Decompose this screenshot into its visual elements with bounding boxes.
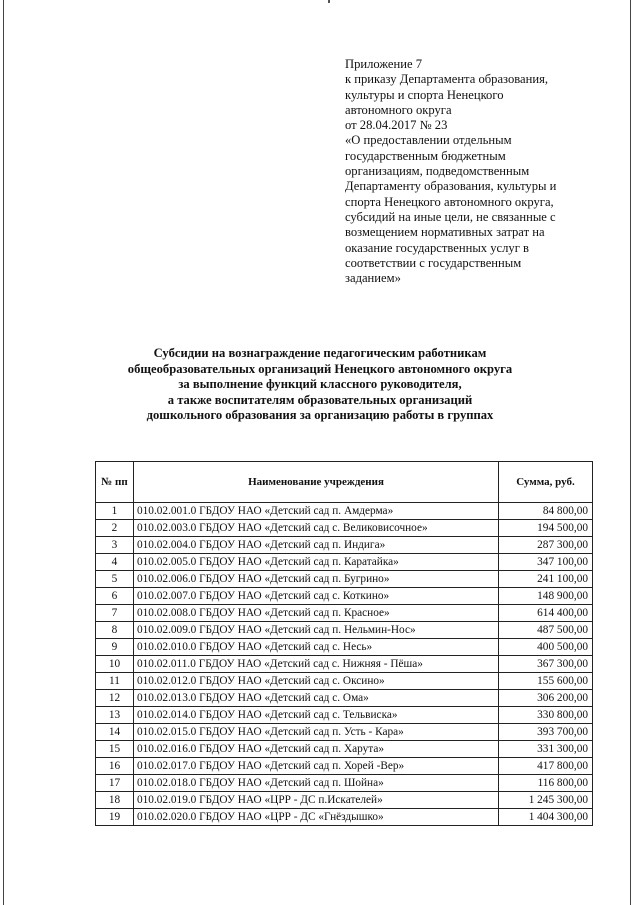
table-row [96, 622, 593, 639]
scan-mark [328, 0, 330, 3]
row-sum: 487 500,00 [499, 622, 593, 639]
row-number: 13 [96, 707, 134, 724]
row-institution: 010.02.012.0 ГБДОУ НАО «Детский сад с. Оксино» [134, 673, 499, 690]
row-sum: 306 200,00 [499, 690, 593, 707]
row-number: 8 [96, 622, 134, 639]
table-row [96, 707, 593, 724]
scan-border-right [630, 0, 631, 905]
table-header-row [96, 462, 593, 503]
row-number: 10 [96, 656, 134, 673]
appendix-line: субсидий на иные цели, не связанные с [345, 209, 556, 224]
appendix-line: от 28.04.2017 № 23 [345, 118, 448, 133]
row-institution: 010.02.011.0 ГБДОУ НАО «Детский сад с. Нижняя - Пёша» [134, 656, 499, 673]
scan-border-left [3, 0, 4, 905]
row-number: 19 [96, 809, 134, 826]
table-row [96, 724, 593, 741]
row-institution: 010.02.020.0 ГБДОУ НАО «ЦРР - ДС «Гнёздышко» [134, 809, 499, 826]
table-row [96, 503, 593, 520]
table-row [96, 690, 593, 707]
title-line: за выполнение функций классного руководителя, [178, 377, 462, 392]
appendix-line: Приложение 7 [345, 57, 423, 71]
row-sum: 194 500,00 [499, 520, 593, 537]
row-number: 16 [96, 758, 134, 775]
row-sum: 417 800,00 [499, 758, 593, 775]
row-institution: 010.02.010.0 ГБДОУ НАО «Детский сад с. Несь» [134, 639, 499, 656]
appendix-line: соответствии с государственным [345, 255, 522, 270]
row-number: 7 [96, 605, 134, 622]
header-sum: Сумма, руб. [499, 462, 593, 503]
appendix-line: «О предоставлении отдельным [345, 133, 512, 148]
title-line: общеобразовательных организаций Ненецкого автономного округа [127, 361, 513, 376]
row-institution: 010.02.005.0 ГБДОУ НАО «Детский сад п. Каратайка» [134, 554, 499, 571]
row-institution: 010.02.008.0 ГБДОУ НАО «Детский сад п. Красное» [134, 605, 499, 622]
appendix-line: Департаменту образования, культуры и [345, 179, 557, 194]
row-number: 11 [96, 673, 134, 690]
row-sum: 1 245 300,00 [499, 792, 593, 809]
table-row [96, 639, 593, 656]
row-number: 17 [96, 775, 134, 792]
row-number: 6 [96, 588, 134, 605]
table-row [96, 758, 593, 775]
table-row [96, 656, 593, 673]
row-number: 18 [96, 792, 134, 809]
row-number: 4 [96, 554, 134, 571]
row-institution: 010.02.009.0 ГБДОУ НАО «Детский сад п. Нельмин-Нос» [134, 622, 499, 639]
row-sum: 155 600,00 [499, 673, 593, 690]
row-sum: 400 500,00 [499, 639, 593, 656]
row-sum: 367 300,00 [499, 656, 593, 673]
appendix-line: оказание государственных услуг в [345, 240, 529, 255]
row-sum: 347 100,00 [499, 554, 593, 571]
table-row [96, 605, 593, 622]
appendix-line: культуры и спорта Ненецкого [345, 87, 504, 102]
table-row [96, 792, 593, 809]
row-institution: 010.02.001.0 ГБДОУ НАО «Детский сад п. Амдерма» [134, 503, 499, 520]
row-sum: 1 404 300,00 [499, 809, 593, 826]
header-number: № пп [96, 462, 134, 503]
row-sum: 148 900,00 [499, 588, 593, 605]
appendix-block [345, 57, 595, 286]
row-sum: 393 700,00 [499, 724, 593, 741]
row-sum: 287 300,00 [499, 537, 593, 554]
row-institution: 010.02.017.0 ГБДОУ НАО «Детский сад п. Хорей -Вер» [134, 758, 499, 775]
table-row [96, 554, 593, 571]
row-sum: 331 300,00 [499, 741, 593, 758]
appendix-line: автономного округа [345, 102, 452, 117]
row-institution: 010.02.019.0 ГБДОУ НАО «ЦРР - ДС п.Искателей» [134, 792, 499, 809]
row-sum: 241 100,00 [499, 571, 593, 588]
row-sum: 614 400,00 [499, 605, 593, 622]
row-sum: 84 800,00 [499, 503, 593, 520]
table-row [96, 673, 593, 690]
row-sum: 116 800,00 [499, 775, 593, 792]
row-institution: 010.02.014.0 ГБДОУ НАО «Детский сад с. Тельвиска» [134, 707, 499, 724]
table-row [96, 809, 593, 826]
appendix-line: государственным бюджетным [345, 148, 506, 163]
appendix-line: возмещением нормативных затрат на [345, 225, 545, 240]
row-institution: 010.02.006.0 ГБДОУ НАО «Детский сад п. Бугрино» [134, 571, 499, 588]
row-institution: 010.02.016.0 ГБДОУ НАО «Детский сад п. Харута» [134, 741, 499, 758]
row-institution: 010.02.013.0 ГБДОУ НАО «Детский сад с. Ома» [134, 690, 499, 707]
row-institution: 010.02.018.0 ГБДОУ НАО «Детский сад п. Шойна» [134, 775, 499, 792]
document-title [60, 346, 580, 424]
row-sum: 330 800,00 [499, 707, 593, 724]
subsidies-table [95, 461, 593, 826]
row-institution: 010.02.007.0 ГБДОУ НАО «Детский сад с. Коткино» [134, 588, 499, 605]
row-number: 15 [96, 741, 134, 758]
table-row [96, 571, 593, 588]
table-row [96, 775, 593, 792]
row-number: 9 [96, 639, 134, 656]
header-institution: Наименование учреждения [134, 462, 499, 503]
row-number: 5 [96, 571, 134, 588]
appendix-line: спорта Ненецкого автономного округа, [345, 194, 554, 209]
table-row [96, 741, 593, 758]
table-row [96, 520, 593, 537]
row-institution: 010.02.003.0 ГБДОУ НАО «Детский сад с. Великовисочное» [134, 520, 499, 537]
row-number: 14 [96, 724, 134, 741]
title-line: Субсидии на вознаграждение педагогическим работникам [153, 346, 487, 360]
table-row [96, 588, 593, 605]
appendix-line: организациям, подведомственным [345, 164, 530, 179]
appendix-line: к приказу Департамента образования, [345, 72, 549, 87]
table-row [96, 537, 593, 554]
row-number: 1 [96, 503, 134, 520]
row-number: 2 [96, 520, 134, 537]
row-institution: 010.02.004.0 ГБДОУ НАО «Детский сад п. Индига» [134, 537, 499, 554]
row-number: 12 [96, 690, 134, 707]
row-number: 3 [96, 537, 134, 554]
appendix-line: заданием» [345, 271, 401, 286]
title-line: а также воспитателям образовательных организаций [167, 392, 473, 407]
row-institution: 010.02.015.0 ГБДОУ НАО «Детский сад п. Усть - Кара» [134, 724, 499, 741]
title-line: дошкольного образования за организацию работы в группах [146, 408, 494, 423]
